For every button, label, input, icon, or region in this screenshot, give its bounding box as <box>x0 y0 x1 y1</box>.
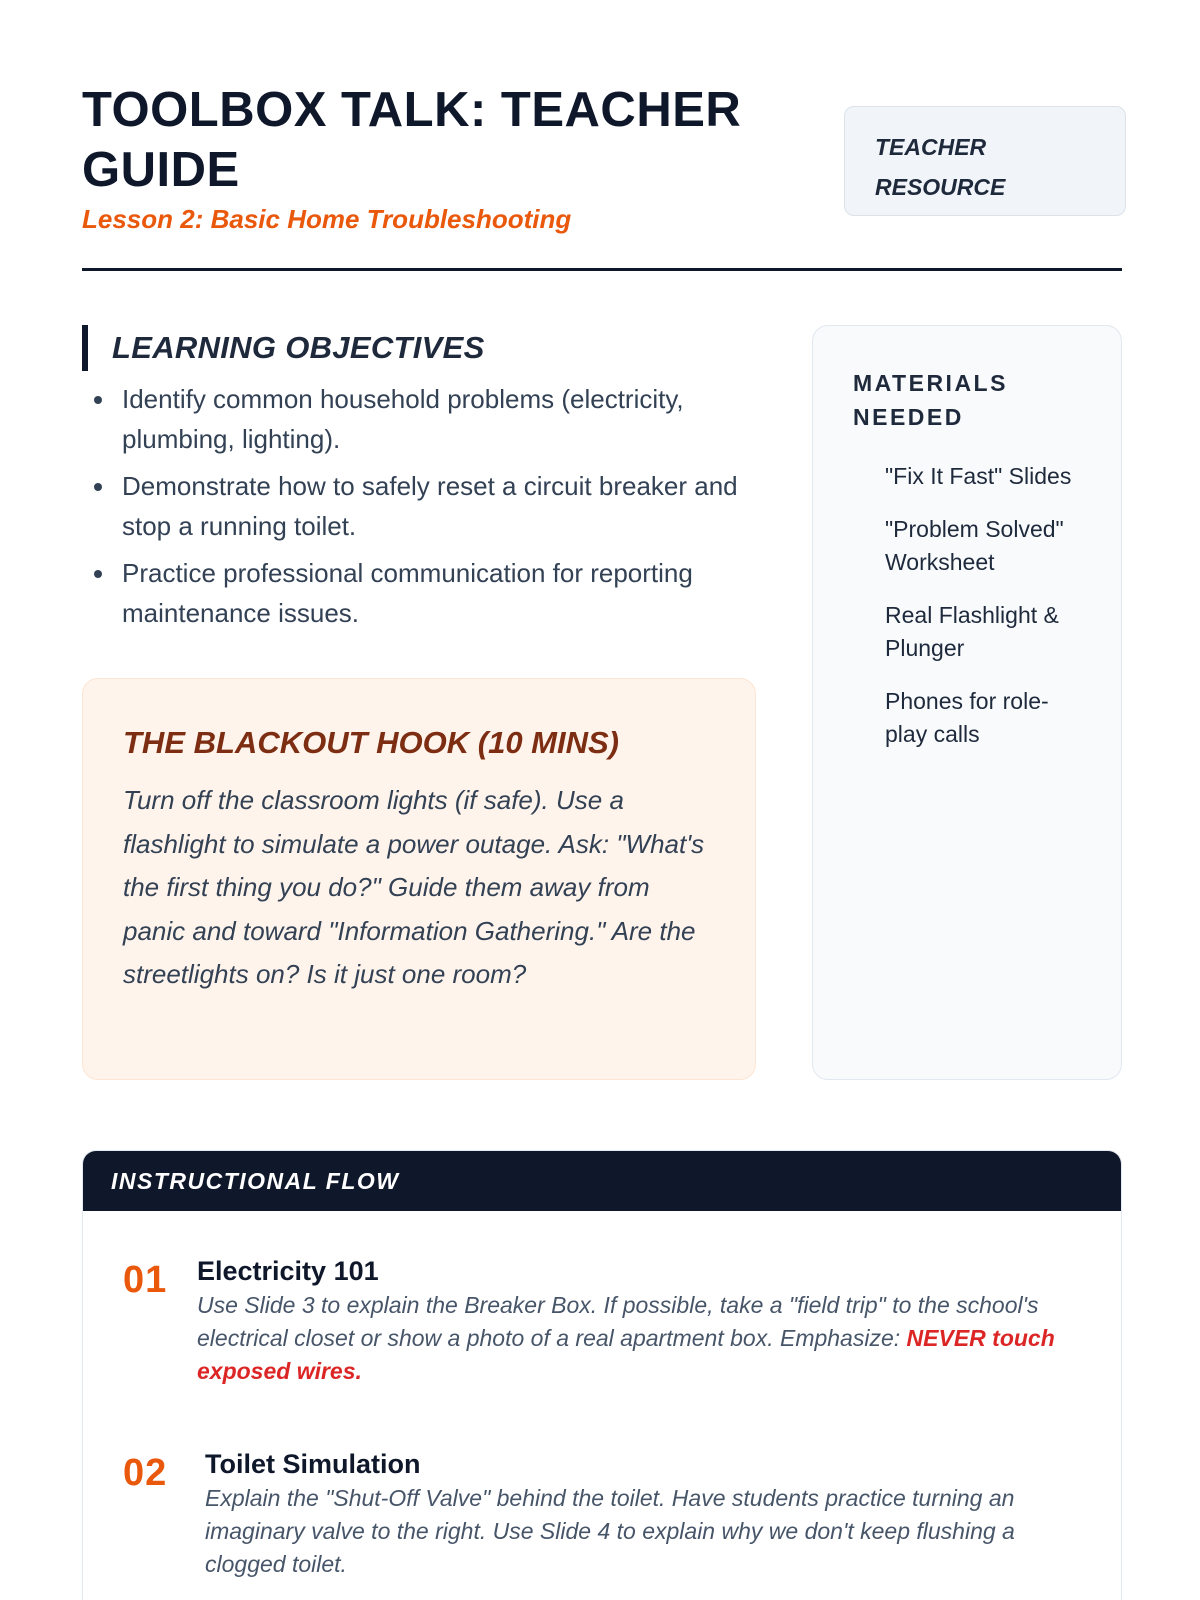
material-item: "Fix It Fast" Slides <box>885 463 1072 489</box>
material-item: "Problem Solved" Worksheet <box>885 516 1064 575</box>
material-item: Real Flashlight & Plunger <box>885 602 1059 661</box>
flow-header: INSTRUCTIONAL FLOW <box>83 1151 1121 1211</box>
materials-list <box>853 460 1081 751</box>
step-text <box>197 1289 1083 1388</box>
bullet-icon <box>94 570 102 578</box>
flow-step <box>123 1446 1083 1581</box>
flow-step <box>123 1253 1083 1388</box>
teacher-resource-badge <box>844 106 1126 216</box>
materials-panel <box>812 325 1122 1080</box>
step-title: Toilet Simulation <box>205 1449 421 1479</box>
header-divider <box>82 268 1122 271</box>
objectives-list <box>82 379 762 633</box>
step-description: Use Slide 3 to explain the Breaker Box. If possible, take a "field trip" to the school's electrical closet or show a photo of a real apartment box. Emphasize: <box>197 1292 1039 1351</box>
objective-text: Demonstrate how to safely reset a circuit breaker and stop a running toilet. <box>122 471 738 541</box>
bullet-icon <box>94 483 102 491</box>
bullet-icon <box>94 396 102 404</box>
objective-text: Practice professional communication for reporting maintenance issues. <box>122 558 693 628</box>
objective-item <box>82 466 762 546</box>
page-title: TOOLBOX TALK: TEACHER GUIDE <box>82 83 742 197</box>
material-item: Phones for role-play calls <box>885 688 1049 747</box>
step-body <box>205 1446 1083 1581</box>
badge-label: TEACHER RESOURCE <box>875 134 1006 200</box>
step-number: 02 <box>123 1452 168 1494</box>
lesson-subtitle: Lesson 2: Basic Home Troubleshooting <box>82 204 572 234</box>
step-description: Explain the "Shut-Off Valve" behind the toilet. Have students practice turning an imaginary valve to the right. Use Slide 4 to explain why we don't keep flushing a clogged toilet. <box>205 1485 1015 1577</box>
safety-warning: NEVER touch exposed wires. <box>197 1325 1055 1384</box>
instructional-flow <box>82 1150 1122 1600</box>
step-body <box>197 1253 1083 1388</box>
blackout-hook-callout <box>82 678 756 1080</box>
step-text <box>205 1482 1083 1581</box>
objective-text: Identify common household problems (electricity, plumbing, lighting). <box>122 384 684 454</box>
hook-text: Turn off the classroom lights (if safe). Use a flashlight to simulate a power outage. Ask: "What's the first thing you do?" Guide them away from panic and toward "Information Gathering." Are the streetlights on? Is it just one room? <box>123 785 705 989</box>
objective-item <box>82 379 762 459</box>
step-title: Electricity 101 <box>197 1256 379 1286</box>
step-number: 01 <box>123 1259 168 1301</box>
materials-heading: MATERIALS NEEDED <box>853 370 1008 430</box>
page-header <box>82 80 1122 235</box>
hook-title: THE BLACKOUT HOOK (10 MINS) <box>123 725 619 760</box>
objective-item <box>82 553 762 633</box>
learning-objectives <box>82 325 762 640</box>
objectives-heading: LEARNING OBJECTIVES <box>82 325 762 371</box>
